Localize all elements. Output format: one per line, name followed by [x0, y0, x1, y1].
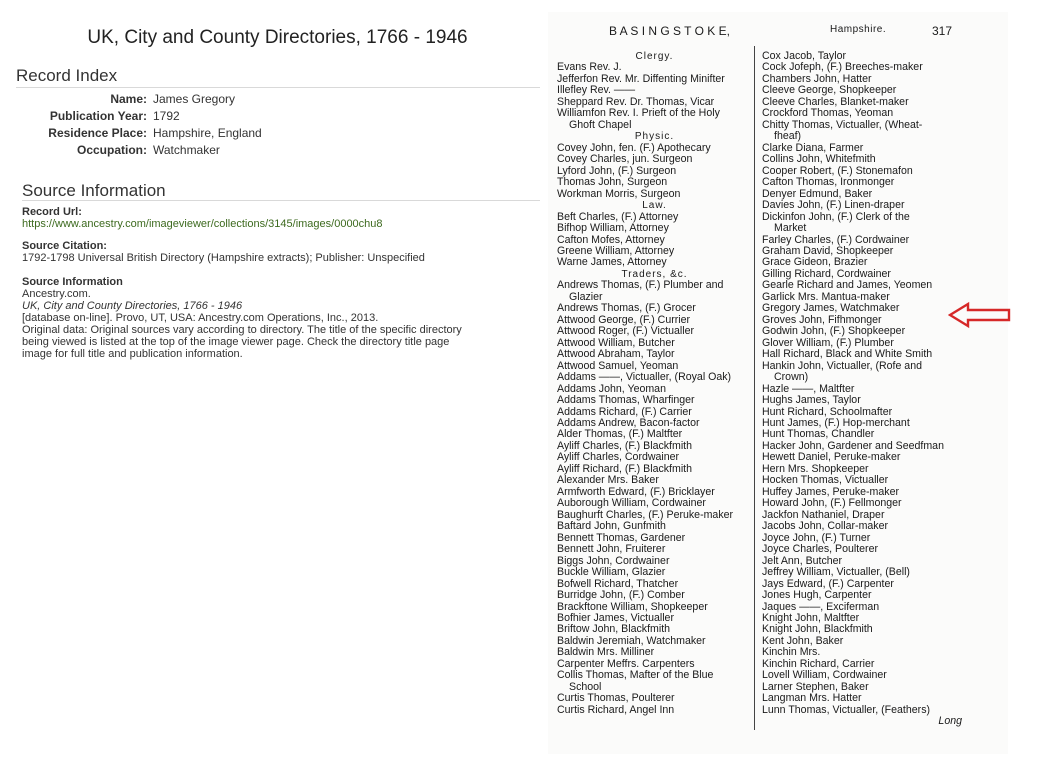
directory-entry: Hughs James, Taylor	[762, 394, 861, 407]
field-occupation	[16, 142, 536, 159]
directory-entry: Ayliff Richard, (F.) Blackfmith	[557, 462, 693, 475]
directory-entry: Langman Mrs. Hatter	[762, 692, 862, 705]
directory-entry: Evans Rev. J.	[557, 61, 622, 74]
directory-entry: Groves John, Fifhmonger	[762, 313, 882, 326]
directory-entry: Lyford John, (F.) Surgeon	[557, 164, 677, 177]
directory-entry: Collis Thomas, Mafter of the Blue	[557, 669, 714, 682]
directory-entry: Cafton Mofes, Attorney	[557, 233, 665, 246]
directory-entry: Jelt Ann, Butcher	[762, 554, 843, 567]
running-head: B A S I N G S T O K E,	[609, 24, 730, 38]
directory-entry: Farley Charles, (F.) Cordwainer	[762, 233, 910, 246]
directory-entry: Joyce Charles, Poulterer	[762, 543, 878, 556]
directory-entry: Carpenter Meffrs. Carpenters	[557, 657, 695, 670]
directory-column-left	[557, 51, 752, 716]
directory-entry: Attwood William, Butcher	[557, 336, 675, 349]
directory-entry: Addams John, Yeoman	[557, 382, 666, 395]
directory-entry: Bofwell Richard, Thatcher	[557, 577, 679, 590]
section-heading: Law.	[642, 200, 667, 212]
directory-entry: Hewett Daniel, Peruke-maker	[762, 451, 901, 464]
field-name	[16, 91, 536, 108]
section-heading: Clergy.	[635, 51, 674, 62]
record-url-label: Record Url:	[22, 206, 82, 218]
source-info-line: Original data: Original sources vary according to directory. The title of the specific directory	[22, 324, 462, 336]
directory-entry: Hunt Richard, Schoolmafter	[762, 405, 893, 418]
source-info-line: image for full title and publication information.	[22, 348, 243, 360]
directory-entry: School	[569, 680, 602, 693]
directory-entry: Curtis Thomas, Poulterer	[557, 692, 675, 705]
directory-entry: Kent John, Baker	[762, 634, 844, 647]
directory-entry: Warne James, Attorney	[557, 256, 667, 269]
source-citation-label: Source Citation:	[22, 240, 107, 252]
source-info-line: Ancestry.com.	[22, 288, 91, 300]
record-url-link[interactable]: https://www.ancestry.com/imageviewer/collections/3145/images/0000chu8	[22, 218, 383, 230]
field-residence-place	[16, 125, 536, 142]
directory-entry: Armfworth Edward, (F.) Bricklayer	[557, 485, 715, 498]
directory-entry: Godwin John, (F.) Shopkeeper	[762, 325, 906, 338]
directory-entry: Thomas John, Surgeon	[557, 176, 668, 189]
directory-entry: Chitty Thomas, Victualler, (Wheat-	[762, 118, 923, 131]
directory-entry: Attwood George, (F.) Currier	[557, 313, 691, 326]
page-number: 317	[932, 24, 953, 38]
directory-entry: Kinchin Mrs.	[762, 646, 821, 659]
directory-entry: Hall Richard, Black and White Smith	[762, 348, 933, 361]
directory-entry: Williamfon Rev. I. Prieft of the Holy	[557, 107, 720, 120]
directory-entry: Cock Jofeph, (F.) Breeches-maker	[762, 61, 923, 74]
field-label: Name:	[110, 92, 147, 106]
directory-entry: Jefferfon Rev. Mr. Diffenting Minifter	[557, 72, 725, 85]
field-label: Occupation:	[76, 143, 147, 157]
source-information-heading: Source Information	[22, 181, 166, 200]
directory-entry: Attwood Abraham, Taylor	[557, 348, 675, 361]
directory-entry: Ayliff Charles, (F.) Blackfmith	[557, 439, 693, 452]
directory-entry: Chambers John, Hatter	[762, 72, 872, 85]
directory-entry: Davies John, (F.) Linen-draper	[762, 199, 905, 212]
directory-entry: Ayliff Charles, Cordwainer	[557, 451, 680, 464]
record-url-block	[22, 206, 540, 230]
directory-entry: Collins John, Whitefmith	[762, 153, 876, 166]
directory-entry: Buckle William, Glazier	[557, 566, 666, 579]
source-info-title: UK, City and County Directories, 1766 - 1946	[22, 300, 243, 312]
page-title: UK, City and County Directories, 1766 - 1946	[87, 27, 468, 48]
directory-entry: Baftard John, Gunfmith	[557, 520, 666, 533]
directory-entry: Andrews Thomas, (F.) Grocer	[557, 302, 696, 315]
directory-entry: Jaques ——, Exciferman	[762, 600, 880, 613]
county-heading: Hampshire.	[830, 24, 887, 35]
directory-entry: Addams Richard, (F.) Carrier	[557, 405, 692, 418]
directory-entry: Gregory James, Watchmaker	[762, 302, 900, 315]
directory-entry: Glazier	[569, 290, 603, 303]
directory-column-right	[762, 51, 962, 728]
directory-entry: Bennett Thomas, Gardener	[557, 531, 686, 544]
directory-entry: Cafton Thomas, Ironmonger	[762, 176, 895, 189]
directory-entry: Market	[774, 222, 807, 235]
directory-entry: Sheppard Rev. Dr. Thomas, Vicar	[557, 95, 715, 108]
directory-entry: Brackftone William, Shopkeeper	[557, 600, 708, 613]
directory-entry: Ghoft Chapel	[569, 118, 632, 131]
directory-entry: Jeffrey William, Victualler, (Bell)	[762, 566, 910, 579]
directory-entry: Glover William, (F.) Plumber	[762, 336, 894, 349]
directory-entry: Biggs John, Cordwainer	[557, 554, 670, 567]
red-arrow-left-icon	[948, 301, 1012, 329]
directory-entry: Garlick Mrs. Mantua-maker	[762, 290, 890, 303]
directory-entry: Hacker John, Gardener and Seedfman	[762, 439, 944, 452]
directory-entry: Cox Jacob, Taylor	[762, 50, 847, 62]
directory-entry: Workman Morris, Surgeon	[557, 187, 681, 200]
field-publication-year	[16, 108, 536, 125]
directory-entry: Jacobs John, Collar-maker	[762, 520, 888, 533]
directory-entry: Bifhop William, Attorney	[557, 222, 669, 235]
directory-entry: Attwood Samuel, Yeoman	[557, 359, 679, 372]
directory-entry: Illefley Rev. ——	[557, 84, 636, 97]
directory-entry: Baldwin Jeremiah, Watchmaker	[557, 634, 706, 647]
directory-entry: Dickinfon John, (F.) Clerk of the	[762, 210, 910, 223]
directory-entry: Jackfon Nathaniel, Draper	[762, 508, 885, 521]
source-info-label: Source Information	[22, 276, 123, 288]
section-heading: Physic.	[634, 131, 675, 143]
directory-entry: Clarke Diana, Farmer	[762, 141, 864, 154]
directory-entry: Attwood Roger, (F.) Victualler	[557, 325, 694, 338]
directory-entry: Hazle ——, Maltfter	[762, 382, 855, 395]
source-citation-block	[22, 240, 540, 264]
directory-entry: Graham David, Shopkeeper	[762, 244, 894, 257]
directory-entry: Andrews Thomas, (F.) Plumber and	[557, 279, 724, 292]
field-value: 1792	[153, 109, 180, 123]
directory-entry: Addams Andrew, Bacon-factor	[557, 417, 700, 429]
directory-entry: Jones Hugh, Carpenter	[762, 589, 872, 602]
divider	[16, 87, 540, 88]
directory-entry: Crown)	[774, 371, 809, 384]
directory-entry: Huffey James, Peruke-maker	[762, 485, 899, 498]
column-divider	[754, 46, 755, 730]
directory-entry: Auborough William, Cordwainer	[557, 497, 706, 510]
directory-entry: Hankin John, Victualler, (Rofe and	[762, 359, 922, 372]
section-heading: Traders, &c.	[621, 268, 688, 280]
directory-entry: Hunt Thomas, Chandler	[762, 428, 875, 441]
directory-entry: Denyer Edmund, Baker	[762, 187, 873, 200]
directory-entry: Knight John, Blackfmith	[762, 623, 873, 636]
directory-entry: Bofhier James, Victualler	[557, 611, 674, 624]
directory-entry: Howard John, (F.) Fellmonger	[762, 497, 902, 510]
catchword: Long	[938, 715, 962, 728]
field-label: Residence Place:	[48, 126, 147, 140]
source-citation-text: 1792-1798 Universal British Directory (Hampshire extracts); Publisher: Unspecified	[22, 252, 425, 264]
directory-entry: Knight John, Maltfter	[762, 611, 860, 624]
directory-entry: Kinchin Richard, Carrier	[762, 657, 875, 670]
directory-entry: Joyce John, (F.) Turner	[762, 531, 871, 544]
directory-entry: Hocken Thomas, Victualler	[762, 474, 889, 487]
field-value: Watchmaker	[153, 143, 220, 157]
directory-entry: Cooper Robert, (F.) Stonemafon	[762, 164, 913, 177]
directory-entry: Baldwin Mrs. Milliner	[557, 646, 655, 659]
record-index-heading: Record Index	[16, 66, 118, 85]
directory-entry: Hern Mrs. Shopkeeper	[762, 462, 869, 475]
directory-entry: Alexander Mrs. Baker	[557, 474, 659, 487]
directory-entry: Covey John, fen. (F.) Apothecary	[557, 141, 711, 154]
directory-entry: Lunn Thomas, Victualler, (Feathers)	[762, 703, 931, 716]
record-fields	[16, 91, 536, 159]
directory-entry: Hunt James, (F.) Hop-merchant	[762, 417, 910, 429]
directory-entry: Jays Edward, (F.) Carpenter	[762, 577, 894, 590]
directory-entry: Lovell William, Cordwainer	[762, 669, 887, 682]
directory-entry: Briftow John, Blackfmith	[557, 623, 671, 636]
directory-entry: Larner Stephen, Baker	[762, 680, 869, 693]
directory-entry: Covey Charles, jun. Surgeon	[557, 153, 693, 166]
source-info-line: [database on-line]. Provo, UT, USA: Ancestry.com Operations, Inc., 2013.	[22, 312, 379, 324]
directory-entry: Gearle Richard and James, Yeomen	[762, 279, 933, 292]
directory-entry: Addams ——, Victualler, (Royal Oak)	[557, 371, 732, 384]
directory-entry: Alder Thomas, (F.) Maltfter	[557, 428, 683, 441]
divider	[22, 200, 540, 201]
field-value: Hampshire, England	[153, 126, 262, 140]
directory-entry: Cleeve Charles, Blanket-maker	[762, 95, 909, 108]
directory-entry: Beft Charles, (F.) Attorney	[557, 210, 679, 223]
directory-entry: Baughurft Charles, (F.) Peruke-maker	[557, 508, 734, 521]
directory-entry: Curtis Richard, Angel Inn	[557, 703, 675, 716]
directory-entry: Addams Thomas, Wharfinger	[557, 394, 695, 407]
directory-entry: Greene William, Attorney	[557, 244, 675, 257]
field-label: Publication Year:	[49, 109, 147, 123]
directory-entry: Crockford Thomas, Yeoman	[762, 107, 894, 120]
directory-entry: Burridge John, (F.) Comber	[557, 589, 685, 602]
directory-entry: fheaf)	[774, 130, 802, 143]
directory-entry: Cleeve George, Shopkeeper	[762, 84, 897, 97]
field-value: James Gregory	[153, 92, 236, 106]
directory-entry: Gilling Richard, Cordwainer	[762, 267, 891, 280]
source-info-line: being viewed is listed at the top of the image viewer page. Check the directory title page	[22, 336, 450, 348]
directory-entry: Grace Gideon, Brazier	[762, 256, 868, 269]
source-info-block	[22, 276, 540, 360]
directory-entry: Bennett John, Fruiterer	[557, 543, 666, 556]
